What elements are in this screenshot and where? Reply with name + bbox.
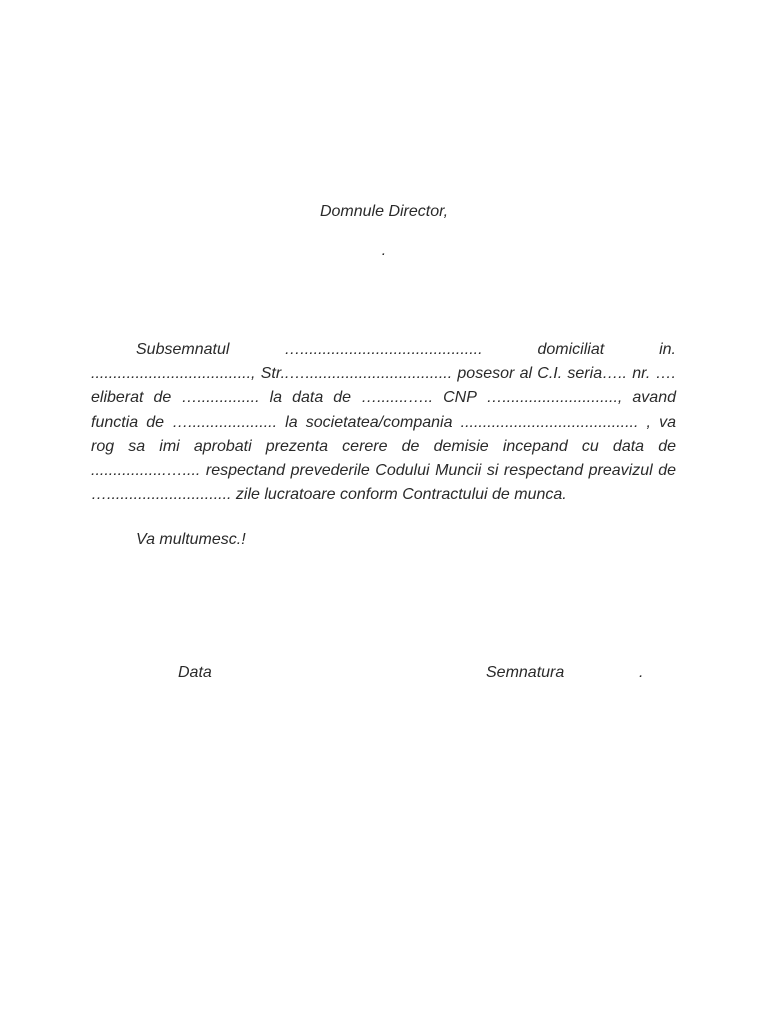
salutation-text: Domnule Director, (319, 203, 449, 220)
date-label: Data (178, 664, 212, 681)
request-body: Subsemnatul …......................................... domiciliat in. ...................................., Str..…................................. posesor al C.I. seria….. nr. …. eliberat de ….............. la data de ….......….. CNP ….........................., avand functia de ….................... la societatea/compania ........................................ , va rog sa imi aprobati prezenta cerere de demisie incepand cu data de .................….... respectand prevederile Codului Muncii si respectand preavizul de …............................ zile lucratoare conform Contractului de munca. (91, 341, 676, 504)
salutation (0, 203, 768, 221)
closing-text: Va multumesc.! (136, 531, 246, 548)
separator-dot: . (381, 242, 387, 259)
signature-label: Semnatura (486, 664, 565, 681)
signature-dot: . (639, 664, 644, 681)
